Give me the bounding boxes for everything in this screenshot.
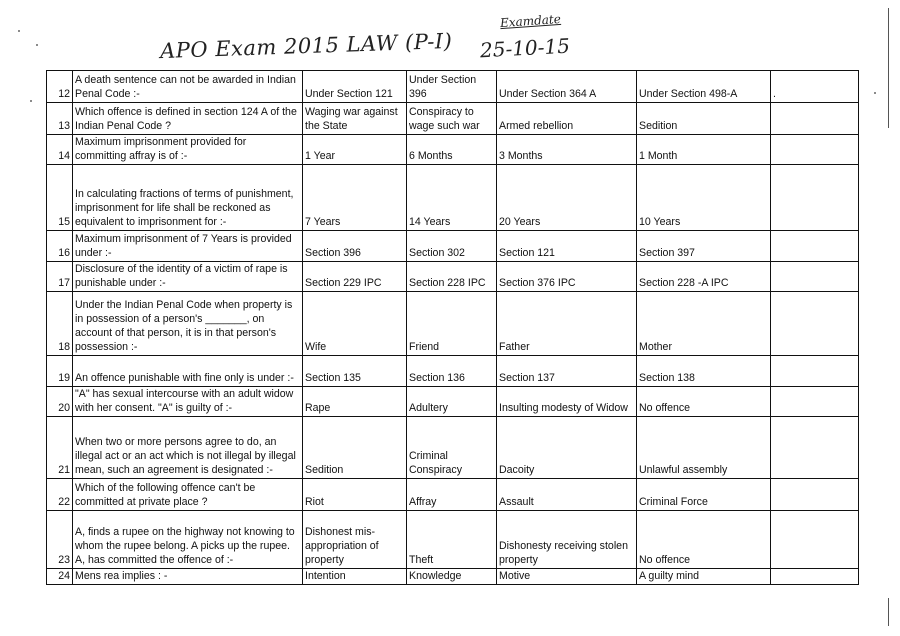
option-b: Adultery [407, 387, 497, 417]
question-number: 16 [47, 231, 73, 262]
question-table [46, 70, 859, 585]
table-row [47, 292, 859, 356]
answer-cell [771, 292, 859, 356]
option-b: Criminal Conspiracy [407, 417, 497, 479]
option-a: Wife [303, 292, 407, 356]
option-b: Knowledge [407, 569, 497, 585]
option-c: Section 137 [497, 356, 637, 387]
table-row [47, 417, 859, 479]
option-d: Section 228 -A IPC [637, 262, 771, 292]
answer-cell: . [771, 71, 859, 103]
question-text: A death sentence can not be awarded in Indian Penal Code :- [73, 71, 303, 103]
option-a: Under Section 121 [303, 71, 407, 103]
answer-cell [771, 165, 859, 231]
option-a: 1 Year [303, 135, 407, 165]
option-c: Father [497, 292, 637, 356]
option-c: Dishonesty receiving stolen property [497, 511, 637, 569]
scan-speck [874, 92, 876, 94]
question-number: 17 [47, 262, 73, 292]
answer-cell [771, 417, 859, 479]
option-d: Under Section 498-A [637, 71, 771, 103]
question-number: 22 [47, 479, 73, 511]
option-d: 10 Years [637, 165, 771, 231]
question-number: 14 [47, 135, 73, 165]
table-row [47, 387, 859, 417]
option-c: Armed rebellion [497, 103, 637, 135]
question-number: 19 [47, 356, 73, 387]
table-row [47, 165, 859, 231]
question-text: "A" has sexual intercourse with an adult widow with her consent. "A" is guilty of :- [73, 387, 303, 417]
option-b: Theft [407, 511, 497, 569]
question-text: Which offence is defined in section 124 A of the Indian Penal Code ? [73, 103, 303, 135]
answer-cell [771, 135, 859, 165]
scan-speck [30, 100, 32, 102]
option-c: Under Section 364 A [497, 71, 637, 103]
answer-cell [771, 479, 859, 511]
option-a: Waging war against the State [303, 103, 407, 135]
option-a: Rape [303, 387, 407, 417]
option-a: Dishonest mis-appropriation of property [303, 511, 407, 569]
option-b: Section 228 IPC [407, 262, 497, 292]
option-d: A guilty mind [637, 569, 771, 585]
exam-title: APO Exam 2015 LAW (P-I) [159, 28, 453, 64]
option-a: Riot [303, 479, 407, 511]
exam-date-note: Examdate [499, 11, 562, 31]
option-d: No offence [637, 511, 771, 569]
question-number: 12 [47, 71, 73, 103]
option-b: Section 136 [407, 356, 497, 387]
question-number: 23 [47, 511, 73, 569]
question-number: 18 [47, 292, 73, 356]
option-c: Assault [497, 479, 637, 511]
question-number: 21 [47, 417, 73, 479]
margin-line-bottom [888, 598, 889, 626]
question-text: In calculating fractions of terms of punishment, imprisonment for life shall be reckoned as equivalent to imprisonment for :- [73, 165, 303, 231]
question-text: Mens rea implies : - [73, 569, 303, 585]
option-c: Insulting modesty of Widow [497, 387, 637, 417]
question-text: When two or more persons agree to do, an illegal act or an act which is not illegal by illegal mean, such an agreement is designated :- [73, 417, 303, 479]
option-a: Section 135 [303, 356, 407, 387]
option-c: 3 Months [497, 135, 637, 165]
option-a: 7 Years [303, 165, 407, 231]
question-text: Which of the following offence can't be committed at private place ? [73, 479, 303, 511]
option-b: Affray [407, 479, 497, 511]
table-row [47, 262, 859, 292]
option-b: Under Section 396 [407, 71, 497, 103]
answer-cell [771, 387, 859, 417]
answer-cell [771, 103, 859, 135]
option-c: Section 376 IPC [497, 262, 637, 292]
option-b: 14 Years [407, 165, 497, 231]
table-row [47, 356, 859, 387]
option-b: Friend [407, 292, 497, 356]
handwritten-header [140, 11, 660, 64]
option-c: Dacoity [497, 417, 637, 479]
table-row [47, 231, 859, 262]
question-text: Maximum imprisonment provided for committing affray is of :- [73, 135, 303, 165]
scan-speck [18, 30, 20, 32]
option-c: 20 Years [497, 165, 637, 231]
option-d: Sedition [637, 103, 771, 135]
table-row [47, 135, 859, 165]
question-number: 15 [47, 165, 73, 231]
answer-cell [771, 569, 859, 585]
option-a: Sedition [303, 417, 407, 479]
option-d: Unlawful assembly [637, 417, 771, 479]
answer-cell [771, 356, 859, 387]
option-a: Section 396 [303, 231, 407, 262]
question-text: An offence punishable with fine only is under :- [73, 356, 303, 387]
question-number: 24 [47, 569, 73, 585]
answer-cell [771, 262, 859, 292]
option-d: Criminal Force [637, 479, 771, 511]
question-text: Maximum imprisonment of 7 Years is provided under :- [73, 231, 303, 262]
option-c: Motive [497, 569, 637, 585]
table-row [47, 511, 859, 569]
answer-cell [771, 511, 859, 569]
question-text: Under the Indian Penal Code when property is in possession of a person's _______, on account of that person, it is in that person's possession :- [73, 292, 303, 356]
option-b: 6 Months [407, 135, 497, 165]
table-row [47, 71, 859, 103]
exam-date: 25-10-15 [479, 33, 571, 63]
option-d: 1 Month [637, 135, 771, 165]
question-text: A, finds a rupee on the highway not knowing to whom the rupee belong. A picks up the rupee. A, has committed the offence of :- [73, 511, 303, 569]
option-d: Mother [637, 292, 771, 356]
question-text: Disclosure of the identity of a victim of rape is punishable under :- [73, 262, 303, 292]
option-d: No offence [637, 387, 771, 417]
table-row [47, 569, 859, 585]
table-row [47, 103, 859, 135]
option-a: Intention [303, 569, 407, 585]
option-b: Conspiracy to wage such war [407, 103, 497, 135]
margin-line-top [888, 8, 889, 128]
question-number: 20 [47, 387, 73, 417]
scan-speck [36, 44, 38, 46]
option-a: Section 229 IPC [303, 262, 407, 292]
option-c: Section 121 [497, 231, 637, 262]
question-number: 13 [47, 103, 73, 135]
option-d: Section 397 [637, 231, 771, 262]
table-row [47, 479, 859, 511]
option-b: Section 302 [407, 231, 497, 262]
answer-cell [771, 231, 859, 262]
option-d: Section 138 [637, 356, 771, 387]
